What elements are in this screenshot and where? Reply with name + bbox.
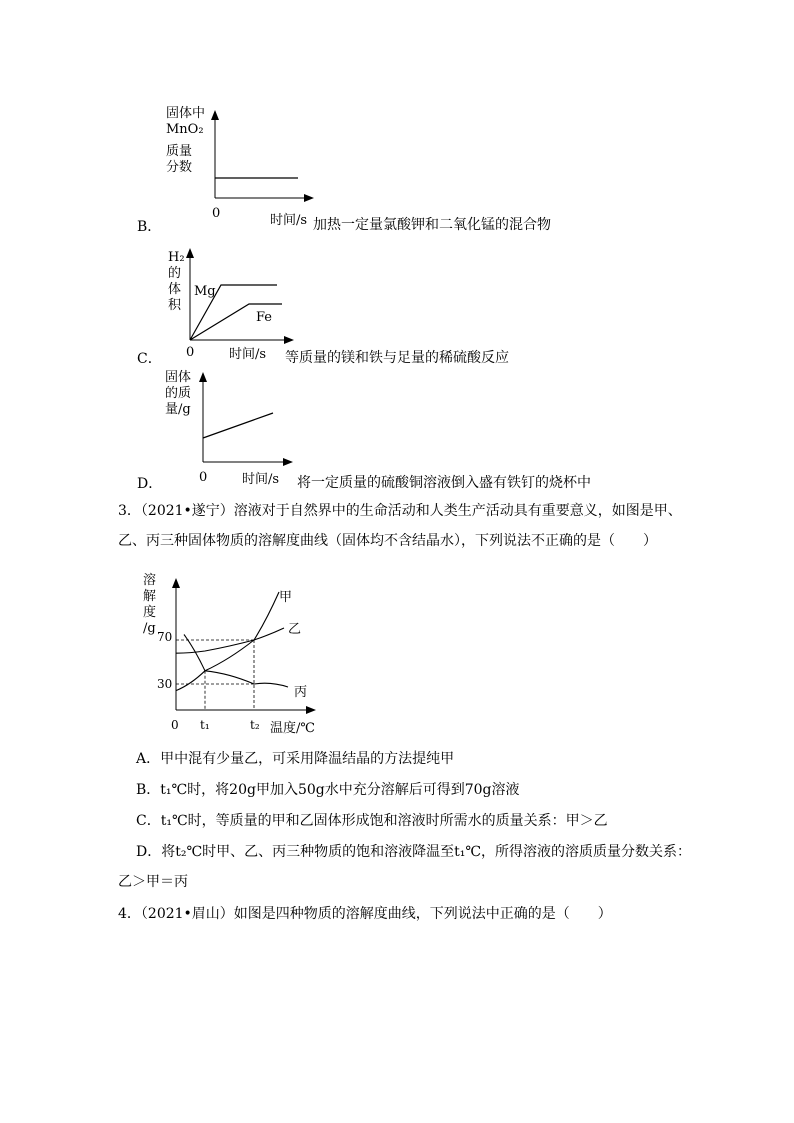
q3-option-d-line1: D．将t₂℃时甲、乙、丙三种物质的饱和溶液降温至t₁℃，所得溶液的溶质质量分数关系：: [136, 844, 692, 860]
y-tick-70: 70: [157, 630, 173, 644]
q3-option-c: C．t₁℃时，等质量的甲和乙固体形成饱和溶液时所需水的质量关系：甲＞乙: [136, 813, 608, 829]
x-axis-label: 时间/s: [229, 347, 267, 362]
question-3-stem-line1: 3．（2021•遂宁）溶液对于自然界中的生命活动和人类生产活动具有重要意义，如图是甲、: [118, 503, 682, 519]
q3-option-b: B．t₁℃时，将20g甲加入50g水中充分溶解后可得到70g溶液: [136, 782, 520, 798]
ylabel-line: H₂: [168, 250, 185, 265]
question-4-stem: 4．（2021•眉山）如图是四种物质的溶解度曲线，下列说法中正确的是（ ）: [118, 906, 612, 922]
q3-option-a: A．甲中混有少量乙，可采用降温结晶的方法提纯甲: [136, 751, 455, 767]
ylabel-line: 固体: [165, 370, 192, 385]
ylabel-line: 体: [168, 282, 182, 297]
ylabel-line: 分数: [166, 160, 193, 175]
option-c-letter: C．: [137, 351, 162, 367]
option-c-text: 等质量的镁和铁与足量的稀硫酸反应: [285, 350, 509, 366]
q3-option-d-line2: 乙＞甲＝丙: [118, 874, 188, 890]
ylabel-char: 溶: [143, 573, 157, 588]
series-label-bing: 丙: [294, 685, 308, 700]
series-curve-yi: [176, 628, 284, 653]
option-d-text: 将一定质量的硫酸铜溶液倒入盛有铁钉的烧杯中: [297, 475, 591, 491]
series-label-yi: 乙: [288, 622, 302, 637]
ylabel-line: 质量: [166, 144, 193, 159]
series-label-jia: 甲: [279, 590, 293, 605]
series-label-mg: Mg: [194, 284, 216, 299]
ylabel-char: 解: [143, 589, 157, 604]
ylabel-line: MnO₂: [166, 122, 204, 137]
origin-label: 0: [212, 206, 221, 221]
option-d-letter: D．: [137, 476, 163, 492]
x-axis-label: 温度/℃: [270, 721, 315, 736]
x-axis-label: 时间/s: [270, 213, 308, 228]
x-axis-label: 时间/s: [242, 472, 280, 487]
series-curve-bing: [184, 635, 288, 688]
origin-label: 0: [186, 345, 195, 360]
ylabel-line: 积: [168, 298, 182, 313]
ylabel-char: /g: [143, 621, 156, 636]
option-b-text: 加热一定量氯酸钾和二氧化锰的混合物: [313, 217, 551, 233]
x-tick-0: 0: [171, 718, 179, 732]
option-b-letter: B．: [137, 219, 162, 235]
x-axis-arrow-icon: [306, 706, 316, 714]
ylabel-line: 的质: [165, 386, 192, 401]
series-label-fe: Fe: [256, 310, 273, 325]
ylabel-char: 度: [143, 605, 157, 620]
origin-label: 0: [199, 470, 208, 485]
ylabel-line: 量/g: [165, 402, 191, 417]
y-tick-30: 30: [157, 677, 173, 691]
x-tick-t2: t₂: [250, 718, 260, 732]
y-axis-arrow-icon: [172, 578, 180, 588]
ylabel-line: 的: [168, 266, 182, 281]
ylabel-line: 固体中: [166, 106, 206, 121]
question-3-stem-line2: 乙、丙三种固体物质的溶解度曲线（固体均不含结晶水），下列说法不正确的是（ ）: [118, 533, 657, 549]
series-curve-jia: [176, 592, 279, 691]
x-tick-t1: t₁: [200, 718, 210, 732]
